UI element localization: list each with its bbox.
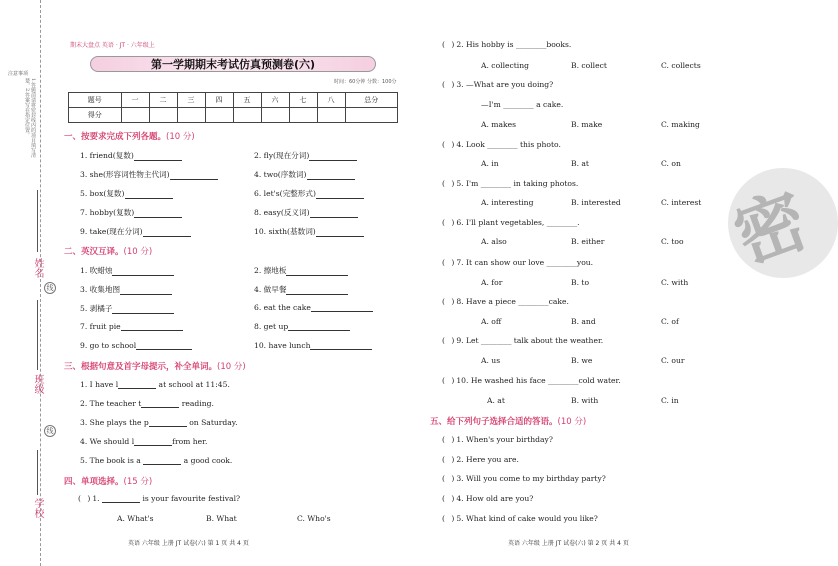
question-text: 5. What kind of cake would you like?	[456, 514, 598, 523]
s2-item-text: 7. fruit pie	[80, 322, 121, 331]
s2-item-text: 2. 擦地板	[254, 266, 287, 275]
exam-meta: 时间：60分钟 分数：100分	[334, 79, 397, 85]
s1-item	[254, 150, 357, 161]
section-1-title: 一、按要求完成下列各题。	[64, 132, 167, 142]
s1-item	[80, 169, 218, 180]
answer-blank[interactable]	[141, 399, 179, 408]
cut-line	[40, 0, 41, 566]
option-b[interactable]: B. with	[571, 396, 599, 405]
seal-circle: 线	[44, 282, 56, 294]
s3-item	[80, 380, 230, 389]
reply-question-5	[442, 514, 598, 523]
answer-paren[interactable]: ( )	[442, 514, 457, 523]
score-header-cell: 题号	[69, 93, 122, 108]
seal-stamp-char: 密	[723, 177, 818, 279]
section-3-heading	[64, 360, 246, 372]
s3-item-text: 5. The book is a	[80, 456, 141, 465]
question-text: 3. Will you come to my birthday party?	[456, 474, 606, 483]
s2-item-text: 8. get up	[254, 322, 289, 331]
s2-item-text: 3. 收集地图	[80, 285, 121, 294]
s2-item	[254, 322, 350, 331]
option-c[interactable]: C. with	[661, 278, 689, 287]
s1-item-text: 9. take(现在分词)	[80, 227, 143, 236]
s1-item-text: 1. friend(复数)	[80, 151, 134, 160]
seal-circle-2: 线	[44, 425, 56, 437]
question-text: 3. —What are you doing?	[456, 80, 554, 89]
answer-blank[interactable]	[120, 286, 172, 295]
answer-blank[interactable]	[310, 341, 372, 350]
s3-item-text: 3. She plays the p	[80, 418, 149, 427]
question-text: 4. Look ________ this photo.	[456, 140, 561, 149]
answer-blank[interactable]	[311, 303, 373, 312]
score-cell[interactable]	[205, 108, 233, 123]
mc-question-8	[442, 297, 569, 306]
reply-question-1	[442, 435, 553, 444]
score-header-cell: 七	[289, 93, 317, 108]
page-footer-left: 英语 六年级 上册 JT 试卷(六) 第 1 页 共 4 页	[128, 540, 249, 547]
s3-item-text: 4. We should l	[80, 437, 135, 446]
question-text: 6. I'll plant vegetables, ________.	[456, 218, 580, 227]
option-a[interactable]: A. in	[481, 159, 499, 168]
section-2-points: (10 分)	[123, 247, 153, 257]
series-tagline: 期末大盘点 英语 · JT · 六年级上	[70, 42, 155, 49]
answer-paren[interactable]: ( )	[442, 80, 457, 89]
answer-paren[interactable]: ( )	[442, 474, 457, 483]
score-cell[interactable]	[261, 108, 289, 123]
score-cell[interactable]	[317, 108, 345, 123]
s1-item	[254, 188, 364, 199]
answer-paren[interactable]: ( )	[442, 455, 457, 464]
option-b[interactable]: B. What	[206, 514, 237, 523]
score-cell[interactable]	[233, 108, 261, 123]
question-text: 1. When's your birthday?	[456, 435, 553, 444]
question-text: 5. I'm ________ in taking photos.	[456, 179, 579, 188]
answer-blank[interactable]	[143, 456, 181, 465]
question-text: 2. Here you are.	[456, 455, 519, 464]
section-3-points: (10 分)	[217, 362, 246, 372]
answer-blank[interactable]	[143, 228, 191, 237]
s2-item	[254, 265, 348, 276]
mc-question-9	[442, 336, 603, 345]
s1-item-text: 10. sixth(基数词)	[254, 227, 316, 236]
option-c[interactable]: C. of	[661, 317, 679, 326]
option-b[interactable]: B. collect	[571, 61, 607, 70]
s1-item	[254, 169, 355, 180]
option-b[interactable]: B. we	[571, 356, 593, 365]
section-1-heading	[64, 130, 195, 142]
score-header-cell: 四	[205, 93, 233, 108]
name-line[interactable]	[37, 190, 38, 252]
section-3-title: 三、根据句意及首字母提示，补全单词。	[64, 362, 218, 372]
question-text: 4. How old are you?	[456, 494, 534, 503]
option-a[interactable]: A. off	[481, 317, 502, 326]
option-c[interactable]: C. too	[661, 237, 684, 246]
option-b[interactable]: B. interested	[571, 198, 621, 207]
binding-margin	[0, 0, 60, 566]
answer-blank[interactable]	[170, 171, 218, 180]
answer-paren[interactable]: ( )	[442, 435, 457, 444]
score-cell[interactable]	[345, 108, 398, 123]
answer-blank[interactable]	[112, 305, 174, 314]
score-header-cell: 三	[177, 93, 205, 108]
score-header-row	[69, 93, 398, 108]
answer-blank[interactable]	[309, 152, 357, 161]
score-header-cell: 六	[261, 93, 289, 108]
answer-paren[interactable]: ( )	[442, 376, 457, 385]
score-header-cell: 一	[121, 93, 149, 108]
s2-item	[80, 341, 192, 350]
s1-item-text: 3. she(形容词性物主代词)	[80, 170, 170, 179]
question-text: 10. He washed his face ________cold water.	[456, 376, 621, 385]
answer-paren[interactable]: ( )	[442, 297, 457, 306]
option-a[interactable]: A. makes	[481, 120, 517, 129]
answer-paren[interactable]: ( )	[442, 218, 457, 227]
s1-item	[254, 207, 358, 218]
section-4-heading	[64, 475, 152, 487]
option-b[interactable]: B. at	[571, 159, 589, 168]
option-b[interactable]: B. either	[571, 237, 605, 246]
option-c[interactable]: C. our	[661, 356, 685, 365]
question-number: 1.	[92, 494, 100, 503]
s2-item-text: 6. eat the cake	[254, 303, 311, 312]
mc-question-6	[442, 218, 580, 227]
exam-title-text: 第一学期期末考试仿真预测卷(六)	[150, 58, 316, 71]
score-header-cell: 二	[149, 93, 177, 108]
option-c[interactable]: C. making	[661, 120, 700, 129]
score-header-cell: 总分	[345, 93, 398, 108]
question-text: 7. It can show our love ________you.	[456, 258, 594, 267]
answer-blank[interactable]	[136, 341, 192, 350]
option-c[interactable]: C. interest	[661, 198, 702, 207]
question-text: 2. His hobby is ________books.	[456, 40, 572, 49]
name-label: 姓名	[32, 258, 43, 278]
s1-item-text: 7. hobby(复数)	[80, 208, 135, 217]
answer-blank[interactable]	[102, 494, 140, 503]
reply-question-3	[442, 474, 606, 483]
s3-item-text: reading.	[181, 399, 214, 408]
answer-blank[interactable]	[121, 322, 183, 331]
s3-item-text: 2. The teacher t	[80, 399, 142, 408]
reply-question-2	[442, 455, 519, 464]
mc-question-3	[442, 80, 553, 89]
answer-paren[interactable]: ( )	[442, 140, 457, 149]
answer-blank[interactable]	[149, 418, 187, 427]
answer-blank[interactable]	[118, 380, 156, 389]
answer-blank[interactable]	[286, 267, 348, 276]
s2-item-text: 10. have lunch	[254, 341, 311, 350]
option-c[interactable]: C. on	[661, 159, 681, 168]
answer-paren[interactable]: ( )	[442, 336, 457, 345]
s3-item-text: 1. I have l	[80, 380, 119, 389]
question-text: is your favourite festival?	[142, 494, 241, 503]
s3-item-text: a good cook.	[183, 456, 233, 465]
s2-item	[254, 341, 372, 350]
section-4-title: 四、单项选择。	[64, 477, 124, 487]
mc-question-2	[442, 40, 571, 49]
section-5-title: 五、给下列句子选择合适的答语。	[430, 417, 558, 427]
reply-question-4	[442, 494, 533, 503]
option-b[interactable]: B. make	[571, 120, 603, 129]
section-2-heading	[64, 245, 152, 257]
class-label: 班级	[32, 374, 43, 394]
option-b[interactable]: B. and	[571, 317, 596, 326]
question-line-2: —I'm ________ a cake.	[481, 100, 564, 109]
s3-item	[80, 399, 214, 408]
section-5-heading	[430, 415, 586, 427]
answer-paren[interactable]: ( )	[78, 494, 93, 503]
answer-paren[interactable]: ( )	[442, 258, 457, 267]
option-a[interactable]: A. interesting	[481, 198, 534, 207]
answer-blank[interactable]	[112, 267, 174, 276]
answer-blank[interactable]	[316, 190, 364, 199]
option-c[interactable]: C. in	[661, 396, 679, 405]
mc-question-10	[442, 376, 621, 385]
option-b[interactable]: B. to	[571, 278, 590, 287]
section-1-points: (10 分)	[166, 132, 195, 142]
s1-item	[80, 150, 182, 161]
answer-blank[interactable]	[288, 322, 350, 331]
answer-blank[interactable]	[316, 228, 364, 237]
question-text: 8. Have a piece ________cake.	[456, 297, 569, 306]
s3-item-text: on Saturday.	[189, 418, 238, 427]
s1-item-text: 6. let's(完整形式)	[254, 189, 316, 198]
exam-title	[90, 56, 376, 72]
section-5-points: (10 分)	[557, 417, 587, 427]
mc-question-1	[78, 494, 240, 503]
question-text: 9. Let ________ talk about the weather.	[456, 336, 604, 345]
score-cell[interactable]	[289, 108, 317, 123]
option-a[interactable]: A. for	[481, 278, 503, 287]
s2-item	[80, 284, 172, 295]
s1-item	[80, 188, 173, 199]
option-a[interactable]: A. us	[481, 356, 501, 365]
option-a[interactable]: A. collecting	[481, 61, 529, 70]
section-2-title: 二、英汉互译。	[64, 247, 124, 257]
s2-item-text: 9. go to school	[80, 341, 137, 350]
mc-question-7	[442, 258, 593, 267]
notice-text: 1.答题前请将密封线内的项目填写清楚，2.答案写在指定位置。	[24, 78, 36, 158]
option-c[interactable]: C. Who's	[297, 514, 331, 523]
section-4-points: (15 分)	[123, 477, 153, 487]
score-cell[interactable]	[177, 108, 205, 123]
s1-item	[254, 226, 364, 237]
s3-item	[80, 418, 237, 427]
s2-item	[254, 284, 348, 295]
seal-stamp	[723, 168, 838, 279]
score-cell[interactable]	[121, 108, 149, 123]
s3-item	[80, 456, 232, 465]
s1-item-text: 4. two(序数词)	[254, 170, 307, 179]
s1-item-text: 2. fly(现在分词)	[254, 151, 310, 160]
option-c[interactable]: C. collects	[661, 61, 701, 70]
answer-blank[interactable]	[134, 209, 182, 218]
s2-item-text: 5. 剥橘子	[80, 304, 113, 313]
notice-title: 注意事项	[8, 71, 29, 77]
answer-blank[interactable]	[125, 190, 173, 199]
score-header-cell: 八	[317, 93, 345, 108]
answer-blank[interactable]	[310, 209, 358, 218]
s3-item-text: at school at 11:45.	[158, 380, 230, 389]
s1-item-text: 5. box(复数)	[80, 189, 125, 198]
s3-item	[80, 437, 207, 446]
school-line[interactable]	[37, 450, 38, 495]
s1-item	[80, 207, 182, 218]
option-a[interactable]: A. What's	[117, 514, 154, 523]
answer-blank[interactable]	[307, 171, 355, 180]
s2-item-text: 1. 吹蜡烛	[80, 266, 113, 275]
score-row-label: 得分	[69, 108, 122, 123]
score-table	[68, 92, 398, 123]
s2-item	[80, 265, 174, 276]
option-a[interactable]: A. also	[481, 237, 507, 246]
page-footer-right: 英语 六年级 上册 JT 试卷(六) 第 2 页 共 4 页	[508, 540, 629, 547]
answer-paren[interactable]: ( )	[442, 40, 457, 49]
s1-item-text: 8. easy(反义词)	[254, 208, 310, 217]
score-cell[interactable]	[149, 108, 177, 123]
s3-item-text: from her.	[172, 437, 208, 446]
s2-item	[254, 303, 373, 312]
s2-item-text: 4. 做早餐	[254, 285, 287, 294]
s2-item	[80, 322, 183, 331]
answer-blank[interactable]	[134, 152, 182, 161]
answer-blank[interactable]	[286, 286, 348, 295]
answer-paren[interactable]: ( )	[442, 179, 457, 188]
school-label: 学校	[32, 498, 43, 518]
score-header-cell: 五	[233, 93, 261, 108]
s1-item	[80, 226, 191, 237]
answer-blank[interactable]	[134, 437, 172, 446]
mc-question-5	[442, 179, 578, 188]
score-value-row	[69, 108, 398, 123]
s2-item	[80, 303, 174, 314]
option-a[interactable]: A. at	[487, 396, 505, 405]
class-line[interactable]	[37, 300, 38, 370]
mc-question-4	[442, 140, 561, 149]
answer-paren[interactable]: ( )	[442, 494, 457, 503]
